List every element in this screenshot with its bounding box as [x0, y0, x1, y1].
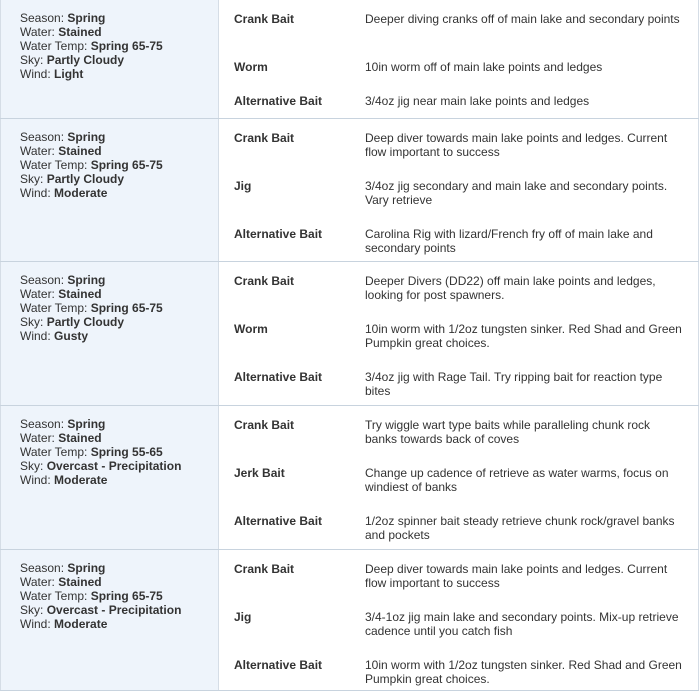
condition-temp	[20, 39, 163, 53]
condition-sky-label: Sky:	[20, 459, 44, 473]
condition-season	[20, 273, 163, 287]
conditions-cell	[0, 550, 219, 690]
condition-season-value: Spring	[67, 561, 106, 575]
bait-type: Jerk Bait	[234, 466, 285, 480]
condition-temp-value: Spring 65-75	[90, 589, 163, 603]
condition-season-value: Spring	[67, 417, 106, 431]
condition-season-label: Season:	[20, 273, 65, 287]
bait-type: Worm	[234, 60, 268, 74]
bait-description: Deep diver towards main lake points and ledges. Current flow important to success	[365, 131, 668, 159]
bait-type: Crank Bait	[234, 418, 295, 432]
condition-sky-value: Partly Cloudy	[46, 172, 125, 186]
bait-description: 3/4oz jig secondary and main lake and secondary points. Vary retrieve	[365, 179, 668, 207]
conditions-list	[20, 130, 163, 200]
condition-wind-value: Light	[54, 67, 84, 81]
condition-temp-value: Spring 65-75	[90, 158, 163, 172]
condition-water-label: Water:	[20, 144, 55, 158]
conditions-cell	[0, 0, 219, 118]
condition-temp	[20, 158, 163, 172]
condition-water-value: Stained	[58, 25, 102, 39]
condition-wind-label: Wind:	[20, 617, 51, 631]
condition-water-label: Water:	[20, 431, 55, 445]
condition-temp-value: Spring 65-75	[90, 39, 163, 53]
condition-wind-value: Moderate	[54, 617, 108, 631]
condition-sky-label: Sky:	[20, 315, 44, 329]
condition-sky	[20, 459, 181, 473]
bait-type: Crank Bait	[234, 274, 295, 288]
condition-season	[20, 130, 163, 144]
condition-season	[20, 561, 181, 575]
condition-sky-label: Sky:	[20, 172, 44, 186]
condition-season-value: Spring	[67, 11, 106, 25]
condition-section	[0, 262, 699, 406]
conditions-cell	[0, 262, 219, 405]
bait-type: Alternative Bait	[234, 370, 323, 384]
condition-wind	[20, 473, 181, 487]
bait-description: 10in worm with 1/2oz tungsten sinker. Red Shad and Green Pumpkin great choices.	[365, 658, 682, 686]
condition-sky-label: Sky:	[20, 53, 44, 67]
condition-sky-value: Partly Cloudy	[46, 53, 125, 67]
condition-sky	[20, 53, 163, 67]
condition-water-value: Stained	[58, 575, 102, 589]
bait-description: Carolina Rig with lizard/French fry off of main lake and secondary points	[365, 227, 653, 255]
condition-wind	[20, 329, 163, 343]
condition-water-label: Water:	[20, 25, 55, 39]
condition-temp	[20, 445, 181, 459]
condition-water	[20, 575, 181, 589]
condition-water-value: Stained	[58, 287, 102, 301]
condition-temp	[20, 301, 163, 315]
condition-section	[0, 550, 699, 691]
condition-wind	[20, 186, 163, 200]
conditions-cell	[0, 406, 219, 549]
condition-sky	[20, 172, 163, 186]
bait-type: Jig	[234, 610, 252, 624]
condition-temp-label: Water Temp:	[20, 39, 88, 53]
condition-season-value: Spring	[67, 273, 106, 287]
condition-temp-value: Spring 65-75	[90, 301, 163, 315]
condition-water-value: Stained	[58, 431, 102, 445]
condition-temp-label: Water Temp:	[20, 445, 88, 459]
conditions-list	[20, 273, 163, 343]
condition-wind	[20, 617, 181, 631]
condition-water	[20, 144, 163, 158]
bait-description: 10in worm with 1/2oz tungsten sinker. Red Shad and Green Pumpkin great choices.	[365, 322, 682, 350]
conditions-list	[20, 561, 181, 631]
condition-wind-value: Gusty	[54, 329, 89, 343]
condition-water	[20, 431, 181, 445]
bait-type: Crank Bait	[234, 12, 295, 26]
bait-type: Jig	[234, 179, 252, 193]
condition-section	[0, 406, 699, 550]
condition-temp	[20, 589, 181, 603]
bait-description: Deeper diving cranks off of main lake and secondary points	[365, 12, 680, 26]
condition-water	[20, 25, 163, 39]
condition-sky-value: Overcast - Precipitation	[46, 459, 182, 473]
condition-season-label: Season:	[20, 11, 65, 25]
bait-type: Crank Bait	[234, 131, 295, 145]
condition-sky	[20, 603, 181, 617]
bait-type: Alternative Bait	[234, 227, 323, 241]
condition-sky-value: Partly Cloudy	[46, 315, 125, 329]
bait-description: Deeper Divers (DD22) off main lake points and ledges, looking for post spawners.	[365, 274, 656, 302]
condition-temp-label: Water Temp:	[20, 158, 88, 172]
bait-description: Change up cadence of retrieve as water warms, focus on windiest of banks	[365, 466, 669, 494]
condition-season-label: Season:	[20, 130, 65, 144]
condition-season	[20, 417, 181, 431]
bait-type: Alternative Bait	[234, 94, 323, 108]
bait-description: 10in worm off of main lake points and ledges	[365, 60, 603, 74]
condition-sky-value: Overcast - Precipitation	[46, 603, 182, 617]
bait-type: Alternative Bait	[234, 658, 323, 672]
condition-season	[20, 11, 163, 25]
condition-water	[20, 287, 163, 301]
condition-wind-value: Moderate	[54, 186, 108, 200]
condition-wind	[20, 67, 163, 81]
bait-type: Crank Bait	[234, 562, 295, 576]
condition-sky	[20, 315, 163, 329]
conditions-cell	[0, 119, 219, 261]
bait-description: 3/4-1oz jig main lake and secondary points. Mix-up retrieve cadence until you catch fish	[365, 610, 679, 638]
condition-temp-label: Water Temp:	[20, 589, 88, 603]
condition-season-value: Spring	[67, 130, 106, 144]
condition-temp-value: Spring 55-65	[90, 445, 163, 459]
condition-wind-label: Wind:	[20, 473, 51, 487]
condition-section	[0, 0, 699, 119]
condition-temp-label: Water Temp:	[20, 301, 88, 315]
condition-wind-value: Moderate	[54, 473, 108, 487]
condition-water-value: Stained	[58, 144, 102, 158]
condition-wind-label: Wind:	[20, 67, 51, 81]
condition-season-label: Season:	[20, 417, 65, 431]
bait-description: 3/4oz jig with Rage Tail. Try ripping bait for reaction type bites	[365, 370, 663, 398]
bait-description: Try wiggle wart type baits while paralleling chunk rock banks towards back of coves	[365, 418, 651, 446]
bait-description: Deep diver towards main lake points and ledges. Current flow important to success	[365, 562, 668, 590]
condition-wind-label: Wind:	[20, 329, 51, 343]
bait-type: Worm	[234, 322, 268, 336]
condition-sky-label: Sky:	[20, 603, 44, 617]
condition-water-label: Water:	[20, 287, 55, 301]
condition-season-label: Season:	[20, 561, 65, 575]
condition-water-label: Water:	[20, 575, 55, 589]
bait-description: 1/2oz spinner bait steady retrieve chunk rock/gravel banks and pockets	[365, 514, 675, 542]
conditions-list	[20, 417, 181, 487]
condition-section	[0, 119, 699, 262]
conditions-list	[20, 11, 163, 81]
bait-description: 3/4oz jig near main lake points and ledges	[365, 94, 590, 108]
condition-wind-label: Wind:	[20, 186, 51, 200]
bait-type: Alternative Bait	[234, 514, 323, 528]
